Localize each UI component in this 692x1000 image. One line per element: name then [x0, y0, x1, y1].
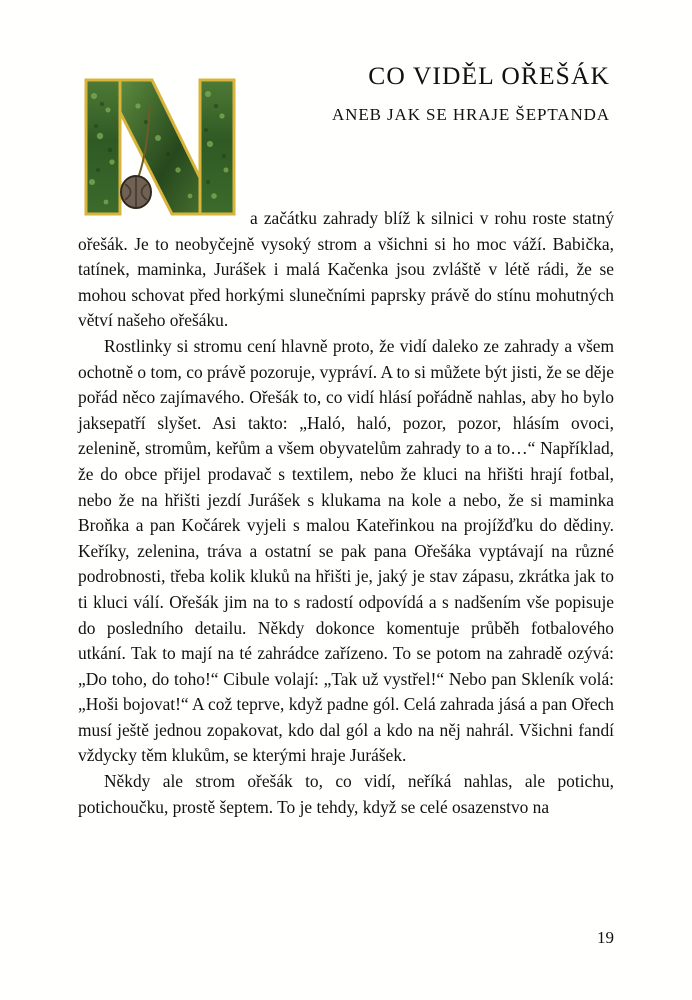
chapter-subtitle: ANEB JAK SE HRAJE ŠEPTANDA: [331, 105, 610, 125]
paragraph: Někdy ale strom ořešák to, co vidí, neříká nahlas, ale potichu, potichoučku, prostě šeptem. To je tehdy, když se celé osazenstvo na: [78, 771, 614, 817]
paragraph: Rostlinky si stromu cení hlavně proto, že vidí daleko ze zahrady a všem ochotně o tom, co právě pozoruje, vypráví. A to si můžete být jisti, že se děje pořád něco zajímavého. Ořešák to, co vidí hlásí pořádně nahlas, aby ho bylo jaksepatří slyšet. Asi takto: „Haló, haló, pozor, pozor, hlásím ovoci, zelenině, stromům, keřům a všem obyvatelům zahrady to a to…“ Například, že do obce přijel prodavač s textilem, nebo že kluci na hřišti hrají fotbal, nebo že na hřišti jezdí Jurášek s klukama na kole a nebo, že si maminka Broňka a pan Kočárek vyjeli s malou Kateřinkou na projížďku do dědiny. Keříky, zelenina, tráva a ostatní se pak pana Ořešáka vyptávají na různé podrobnosti, třeba kolik kluků na hřišti je, jaký je stav zápasu, zkrátka jak to ti kluci válí. Ořešák jim na to s radostí odpovídá a s nadšením vše popisuje do posledního detailu. Někdy dokonce komentuje průběh fotbalového utkání. Tak to mají na té zahrádce zařízeno. To se potom na zahradě ozývá: „Do toho, do toho!“ Cibule volají: „Tak už vystřel!“ Nebo pan Skleník volá: „Hoši bojovat!“ A což teprve, když padne gól. Celá zahrada jásá a pan Ořech musí ještě jednou zopakovat, kdo dal gól a kdo na něj nahrál. Všichni fandí vždycky těm klukům, se kterými hraje Jurášek.: [78, 335, 614, 766]
chapter-title: CO VIDĚL OŘEŠÁK: [368, 61, 610, 90]
chapter-header: [78, 62, 614, 125]
paragraph: a začátku zahrady blíž k silnici v rohu roste statný ořešák. Je to neobyčejně vysoký strom a všichni si ho moc váží. Babička, tatínek, maminka, Jurášek i malá Kačenka jsou zvláště v létě rádi, že se mohou schovat před horkými slunečními paprsky právě do stínu mohutných větví našeho ořešáku.: [78, 208, 614, 331]
title-block: [78, 62, 614, 125]
page-number: 19: [597, 928, 614, 947]
body-text: [78, 206, 614, 820]
